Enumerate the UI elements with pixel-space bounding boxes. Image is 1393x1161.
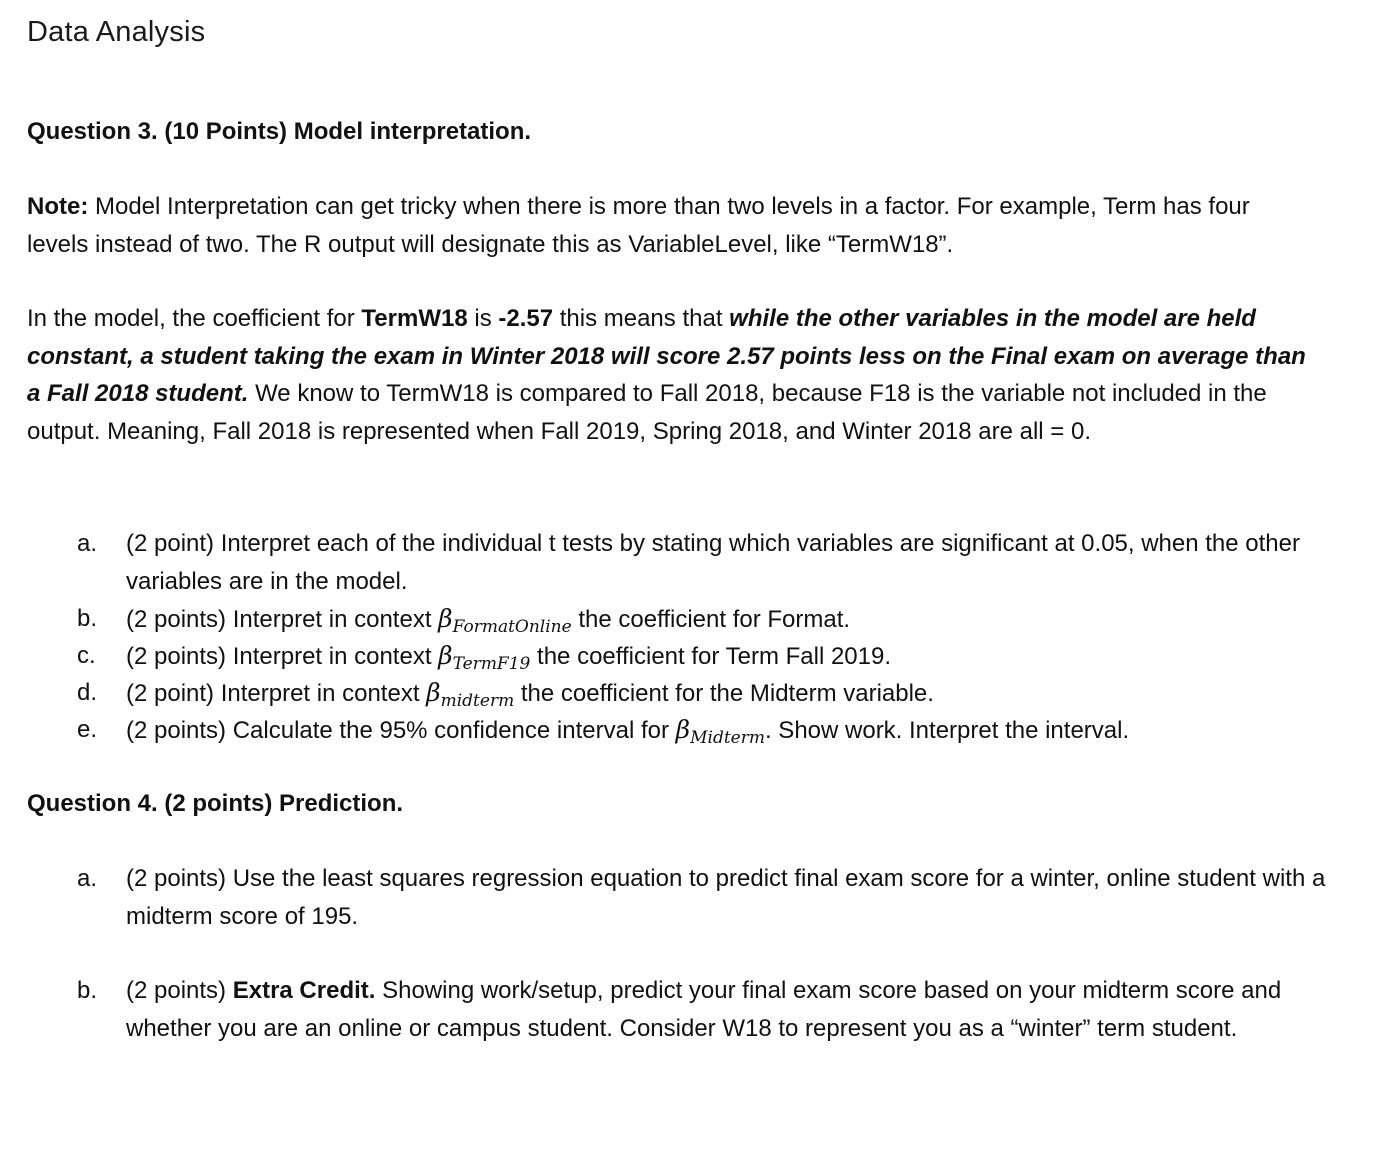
para-text-3: this means that [553,305,730,332]
note-text: Model Interpretation can get tricky when there is more than two levels in a factor. For example, Term has four levels instead of two. The R output will designate this as VariableLevel, like “TermW18”. [27,193,1250,258]
item-marker: b. [77,977,98,1004]
item-marker: a. [77,530,98,557]
item-text: (2 point) Interpret in context $\beta_{midterm}$ the coefficient for the Midterm variable. [126,678,934,711]
beta-subscript: Midterm [690,728,765,748]
item-text: (2 points) Calculate the 95% confidence interval for $\beta_{Midterm}$. Show work. Interpret the interval. [126,715,1130,748]
item-text: (2 points) Interpret in context $\beta_{TermF19}$ the coefficient for Term Fall 2019. [126,641,892,674]
item-marker: b. [77,605,98,632]
document-header: Data Analysis [27,16,206,48]
para-text-4: We know to TermW18 is compared to Fall 2018, because F18 is the variable not included in the output. Meaning, Fall 2018 is represented when Fall 2019, Spring 2018, and Winter 2018 are all = 0. [27,380,1267,445]
question-3-title: Question 3. (10 Points) Model interpretation. [27,118,532,145]
note-label: Note: [27,193,89,220]
question-3e [77,711,1347,758]
para-text-2: is [467,305,499,332]
beta-subscript: midterm [440,691,515,711]
item-text: (2 points) Extra Credit. Showing work/setup, predict your final exam score based on your midterm score and whether you are an online or campus student. Consider W18 to represent you as a “winter” term student. [126,977,1282,1042]
item-marker: a. [77,865,98,892]
beta-symbol: $\beta_{Midterm}$ [675,715,765,748]
beta-symbol: $\beta_{TermF19}$ [438,641,531,674]
item-marker: c. [77,642,96,669]
beta-subscript: TermF19 [452,654,531,674]
beta-symbol: $\beta_{midterm}$ [426,678,515,711]
coefficient-value: -2.57 [498,305,554,332]
beta-symbol: $\beta_{FormatOnline}$ [438,604,572,637]
note-paragraph [27,188,1317,263]
interpretation-paragraph [27,300,1317,450]
item-marker: e. [77,716,98,743]
beta-subscript: FormatOnline [452,617,572,637]
item-text: (2 points) Interpret in context $\beta_{FormatOnline}$ the coefficient for Format. [126,604,851,637]
term-w18-label: TermW18 [361,305,468,332]
question-4a [77,860,1347,935]
para-text-1: In the model, the coefficient for [27,305,362,332]
question-3a [77,525,1347,600]
emphasized-interpretation: while the other variables in the model are held constant, a student taking the exam in Winter 2018 will score 2.57 points less on the Final exam on average than a Fall 2018 student. [27,305,1306,407]
question-4-title: Question 4. (2 points) Prediction. [27,790,404,817]
item-marker: d. [77,679,98,706]
question-4b [77,972,1347,1047]
item-text: (2 point) Interpret each of the individual t tests by stating which variables are significant at 0.05, when the other variables are in the model. [126,530,1300,595]
item-text: (2 points) Use the least squares regression equation to predict final exam score for a winter, online student with a midterm score of 195. [126,865,1326,930]
extra-credit-label: Extra Credit. [232,977,376,1004]
